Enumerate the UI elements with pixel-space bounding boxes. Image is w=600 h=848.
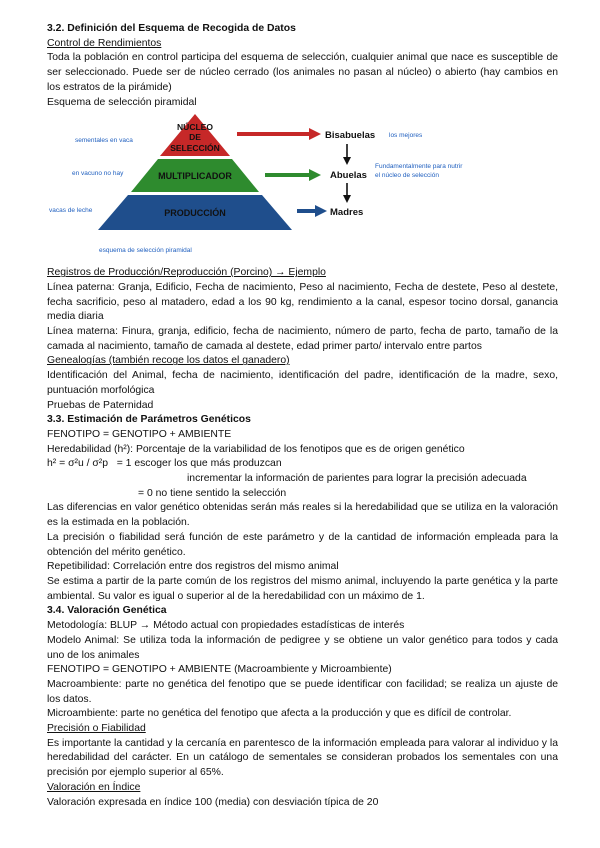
down-arrow-2	[343, 195, 351, 203]
left-note-mid: en vacuno no hay	[72, 170, 124, 178]
pyramid-top-label-2: DE	[189, 132, 201, 143]
metodologia-line: Metodología: BLUP → Método actual con propiedades estadísticas de interés	[47, 620, 405, 632]
figure-caption: esquema de selección piramidal	[99, 247, 192, 255]
indice-text: Valoración expresada en índice 100 (media) con desviación típica de 20	[47, 796, 379, 808]
section-3-3-title: 3.3. Estimación de Parámetros Genéticos	[47, 414, 251, 426]
linea-paterna: Línea paterna: Granja, Edificio, Fecha de nacimiento, Peso al nacimiento, Fecha de destete, Peso al destete, fecha sacrificio, peso al matadero, edad a los 90 kg, rendimiento a la canal, espesor tocino dorsal, ganancia media diaria	[47, 281, 558, 323]
indice-heading: Valoración en Índice	[47, 781, 141, 793]
macroambiente: Macroambiente: parte no genética del fenotipo que se puede identificar con facilidad; se realiza un ajuste de los datos.	[47, 678, 558, 705]
control-heading: Control de Rendimientos	[47, 37, 162, 49]
left-note-top: sementales en vaca	[75, 137, 133, 145]
formula-line-2: incrementar la información de parientes para lograr la precisión adecuada	[187, 473, 527, 485]
blue-arrow-head	[315, 205, 327, 217]
pyramid-diagram	[47, 112, 558, 262]
down-arrow-1	[343, 157, 351, 165]
right-note-mid-1: Fundamentalmente para nutrir	[375, 163, 463, 171]
fenotipo-equation: FENOTIPO = GENOTIPO + AMBIENTE	[47, 428, 232, 440]
genealogias-text: Identificación del Animal, fecha de nacimiento, identificación del padre, identificación de la madre, sexo, puntuación morfológica	[47, 370, 558, 396]
precision-text: Es importante la cantidad y la cercanía en parentesco de la información empleada para valorar al individuo y la heredabilidad del carácter. En un catálogo de sementales se consideran probados los sementales con una precisión por ejemplo superior al 65%.	[47, 737, 558, 779]
pyramid-mid-label: MULTIPLICADOR	[158, 171, 232, 182]
document-page	[47, 22, 558, 810]
green-arrow-head	[309, 169, 321, 181]
right-note-mejores: los mejores	[389, 132, 423, 140]
linea-materna: Línea materna: Finura, granja, edificio, fecha de nacimiento, número de parto, fecha de parto, tamaño de la camada al nacimiento, tamaño de camada al destete, edad primer parto/ intervalo entre partos	[47, 326, 558, 352]
pyramid-top-label-1: NÚCLEO	[177, 122, 213, 133]
pyramid-heading: Esquema de selección piramidal	[47, 96, 197, 108]
heredabilidad-formula: h² = σ²u / σ²p = 1 escoger los que más produzcan	[47, 458, 282, 470]
right-label-bisabuelas: Bisabuelas	[325, 130, 376, 142]
genealogias-heading: Genealogías (también recoge los datos el ganadero)	[47, 355, 290, 367]
pyramid-bottom-label: PRODUCCIÓN	[164, 208, 226, 219]
repetibilidad-def: Repetibilidad: Correlación entre dos registros del mismo animal	[47, 561, 339, 573]
pruebas-paternidad: Pruebas de Paternidad	[47, 399, 154, 411]
section-3-4-title: 3.4. Valoración Genética	[47, 605, 167, 617]
red-arrow-head	[309, 128, 321, 140]
pyramid-top-label-3: SELECCIÓN	[170, 143, 220, 154]
right-note-mid-2: el núcleo de selección	[375, 172, 439, 180]
diferencias-paragraph: Las diferencias en valor genético obtenidas serán más reales si la heredabilidad que se utiliza en la valoración es la estimada en la población.	[47, 502, 558, 529]
heredabilidad-def: Heredabilidad (h²): Porcentaje de la variabilidad de los fenotipos que es de origen genético	[47, 443, 465, 455]
microambiente: Microambiente: parte no genética del fenotipo que afecta a la producción y que es difícil de controlar.	[47, 708, 512, 720]
fenotipo-equation-2: FENOTIPO = GENOTIPO + AMBIENTE (Macroambiente y Microambiente)	[47, 664, 392, 676]
estima-paragraph: Se estima a partir de la parte común de los registros del mismo animal, incluyendo la parte genética y la parte ambiental. Su valor es igual o superior al de la heredabilidad con un máximo de 1.	[47, 575, 558, 602]
section-3-2-title: 3.2. Definición del Esquema de Recogida de Datos	[47, 23, 296, 34]
right-label-madres: Madres	[330, 207, 364, 219]
left-note-bottom: vacas de leche	[49, 207, 93, 215]
formula-line-3: = 0 no tiene sentido la selección	[138, 487, 287, 499]
registros-heading: Registros de Producción/Reproducción (Porcino) → Ejemplo	[47, 267, 326, 279]
precision-heading: Precisión o Fiabilidad	[47, 723, 146, 735]
control-paragraph: Toda la población en control participa del esquema de selección, cualquier animal que nace es susceptible de ser seleccionado. Puede ser de núcleo cerrado (los animales no pasan al núcleo) o abierto (hay cambios en los estratos de la pirámide)	[47, 52, 558, 93]
pyramid-figure	[47, 112, 558, 262]
right-label-abuelas: Abuelas	[330, 170, 367, 182]
precision-paragraph: La precisión o fiabilidad será función de este parámetro y de la cantidad de información empleada para la obtención del mérito genético.	[47, 531, 558, 558]
modelo-animal: Modelo Animal: Se utiliza toda la información de pedigree y se obtiene un valor genético para todos y cada uno de los animales	[47, 634, 558, 661]
